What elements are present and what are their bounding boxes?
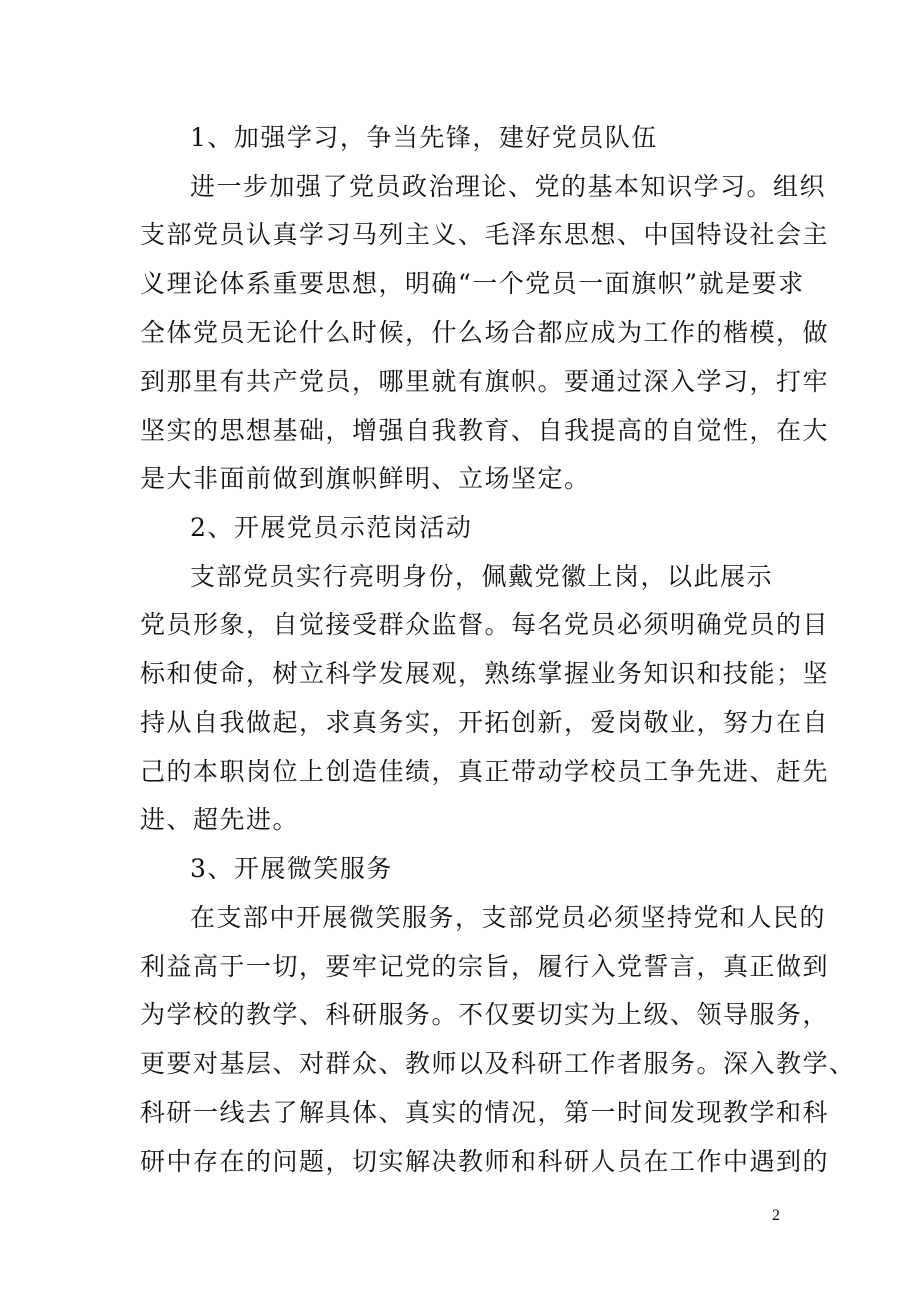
paragraph-line: 支部党员认真学习马列主义、毛泽东思想、中国特设社会主 — [140, 220, 830, 249]
paragraph-line: 己的本职岗位上创造佳绩，真正带动学校员工争先进、赶先 — [140, 757, 830, 786]
heading-3: 3、开展微笑服务 — [190, 854, 393, 883]
paragraph-line: 更要对基层、对群众、教师以及科研工作者服务。深入教学、 — [140, 1049, 856, 1078]
paragraph-line: 研中存在的问题，切实解决教师和科研人员在工作中遇到的 — [140, 1147, 830, 1176]
paragraph-line: 持从自我做起，求真务实，开拓创新，爱岗敬业，努力在自 — [140, 708, 830, 737]
paragraph-line: 利益高于一切，要牢记党的宗旨，履行入党誓言，真正做到 — [140, 952, 830, 981]
paragraph-line: 义理论体系重要思想，明确“一个党员一面旗帜”就是要求 — [140, 269, 805, 298]
heading-1: 1、加强学习，争当先锋，建好党员队伍 — [190, 123, 658, 152]
paragraph-line: 进、超先进。 — [140, 805, 300, 834]
paragraph-line: 为学校的教学、科研服务。不仅要切实为上级、领导服务， — [140, 1000, 830, 1029]
paragraph-line: 是大非面前做到旗帜鲜明、立场坚定。 — [140, 464, 591, 493]
heading-2: 2、开展党员示范岗活动 — [190, 513, 473, 542]
paragraph-line: 到那里有共产党员，哪里就有旗帜。要通过深入学习，打牢 — [140, 367, 830, 396]
paragraph-line: 党员形象，自觉接受群众监督。每名党员必须明确党员的目 — [140, 610, 830, 639]
paragraph-line: 支部党员实行亮明身份，佩戴党徽上岗，以此展示 — [190, 562, 774, 591]
paragraph-line: 标和使命，树立科学发展观，熟练掌握业务知识和技能；坚 — [140, 659, 830, 688]
paragraph-line: 在支部中开展微笑服务，支部党员必须坚持党和人民的 — [190, 903, 827, 932]
paragraph-line: 科研一线去了解具体、真实的情况，第一时间发现教学和科 — [140, 1098, 830, 1127]
paragraph-line: 坚实的思想基础，增强自我教育、自我提高的自觉性，在大 — [140, 416, 830, 445]
paragraph-line: 进一步加强了党员政治理论、党的基本知识学习。组织 — [190, 172, 827, 201]
page-number: 2 — [772, 1207, 780, 1224]
paragraph-line: 全体党员无论什么时候，什么场合都应成为工作的楷模，做 — [140, 318, 830, 347]
